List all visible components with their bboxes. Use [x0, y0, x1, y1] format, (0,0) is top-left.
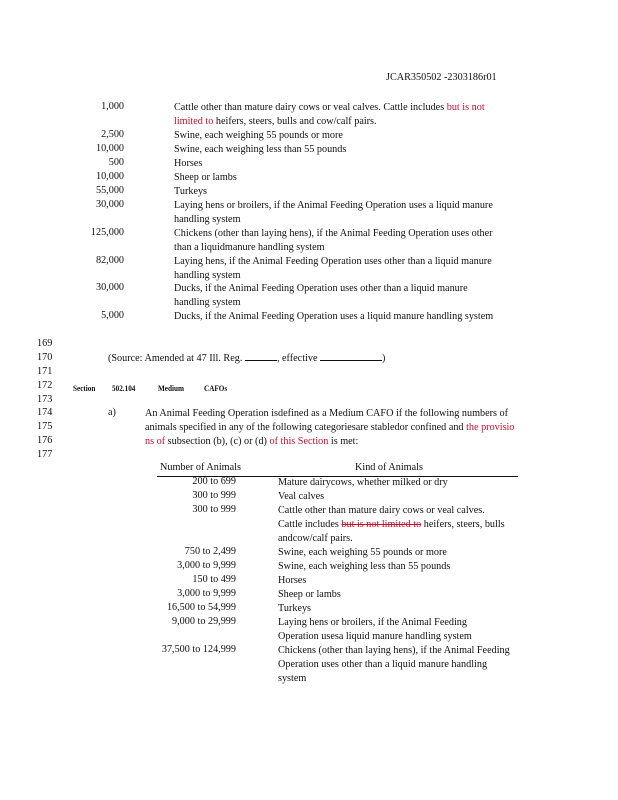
line-number: 171	[37, 366, 53, 377]
animal-kind: Horses	[278, 575, 307, 586]
source-note	[108, 352, 385, 366]
animal-range: 200 to 699	[192, 476, 236, 487]
section-title-2: CAFOs	[204, 384, 228, 393]
animal-kind-text: heifers, steers, bulls andcow/calf pairs.	[278, 518, 505, 544]
line-number: 176	[37, 435, 53, 446]
animal-kind: Sheep or lambs	[278, 589, 341, 600]
line-number: 169	[37, 338, 53, 349]
animal-count: 1,000	[101, 101, 124, 112]
inserted-text: of this Section	[269, 435, 329, 447]
animal-kind: Swine, each weighing 55 pounds or more	[278, 547, 447, 558]
animal-range: 300 to 999	[192, 490, 236, 501]
line-number: 175	[37, 421, 53, 432]
animal-count: 55,000	[95, 185, 124, 196]
animal-kind: Turkeys	[174, 186, 208, 197]
animal-kind: Mature dairycows, whether milked or dry	[278, 477, 448, 488]
animal-count: 2,500	[101, 129, 124, 140]
inserted-text: the provisio ns of	[145, 421, 515, 447]
paragraph-label: a)	[108, 407, 116, 418]
paragraph-text: is met:	[328, 435, 359, 447]
blank-register-number	[245, 360, 277, 361]
deleted-text: but is not limited to	[341, 518, 422, 530]
animal-kind: Sheep or lambs	[174, 172, 237, 183]
section-number: 502.104	[112, 384, 136, 393]
animal-kind: Horses	[174, 158, 203, 169]
animal-kind: Ducks, if the Animal Feeding Operation uses other than a liquid manure handling system	[174, 283, 468, 308]
animal-range: 750 to 2,499	[184, 546, 236, 557]
animal-range: 300 to 999	[192, 504, 236, 515]
animal-range: 3,000 to 9,999	[177, 560, 236, 571]
animal-kind	[278, 504, 510, 545]
animal-count: 30,000	[95, 199, 124, 210]
animal-range: 37,500 to 124,999	[161, 644, 236, 655]
animal-count: 125,000	[90, 227, 124, 238]
animal-count: 10,000	[95, 171, 124, 182]
document-id-header: JCAR350502 -2303186r01	[386, 72, 497, 83]
paragraph-text: An Animal Feeding Operation isdefined as a Medium CAFO if the following numbers of animals specified in any of the following categoriesare stabledor confined and	[145, 408, 509, 433]
animal-range: 9,000 to 29,999	[172, 616, 236, 627]
animal-kind-text: Cattle other than mature dairy cows or veal calves. Cattle includes	[278, 505, 485, 530]
line-number: 173	[37, 394, 53, 405]
column-header-number: Number of Animals	[160, 462, 241, 473]
source-text: )	[382, 353, 386, 364]
animal-count: 5,000	[101, 310, 124, 321]
animal-count: 10,000	[95, 143, 124, 154]
blank-effective-date	[320, 360, 382, 361]
column-header-kind: Kind of Animals	[355, 462, 423, 473]
animal-range: 150 to 499	[192, 574, 236, 585]
line-number: 170	[37, 352, 53, 363]
section-label: Section	[73, 384, 96, 393]
source-text: (Source: Amended at 47 Ill. Reg.	[108, 353, 245, 364]
animal-kind: Laying hens or broilers, if the Animal Feeding Operation usesa liquid manure handling system	[278, 617, 472, 642]
animal-kind: Swine, each weighing less than 55 pounds	[278, 561, 451, 572]
animal-count: 30,000	[95, 282, 124, 293]
animal-kind	[174, 101, 504, 129]
animal-count: 82,000	[95, 255, 124, 266]
line-number: 174	[37, 407, 53, 418]
section-title: Medium	[158, 384, 185, 393]
animal-kind: Veal calves	[278, 491, 325, 502]
animal-kind: Turkeys	[278, 603, 312, 614]
animal-kind: Ducks, if the Animal Feeding Operation uses a liquid manure handling system	[174, 311, 494, 322]
line-number: 177	[37, 449, 53, 460]
inserted-text: but is not limited to	[174, 102, 485, 127]
animal-range: 16,500 to 54,999	[166, 602, 236, 613]
line-number: 172	[37, 380, 53, 391]
animal-kind: Chickens (other than laying hens), if the Animal Feeding Operation uses other than a liquidmanure handling system	[174, 228, 493, 253]
source-text: , effective	[276, 353, 321, 364]
animal-range: 3,000 to 9,999	[177, 588, 236, 599]
animal-kind-text: heifers, steers, bulls and cow/calf pairs.	[213, 115, 377, 127]
animal-kind: Laying hens or broilers, if the Animal Feeding Operation uses a liquid manure handling system	[174, 200, 493, 225]
animal-kind: Swine, each weighing less than 55 pounds	[174, 144, 347, 155]
animal-kind-text: Cattle other than mature dairy cows or veal calves. Cattle includes	[174, 102, 447, 113]
animal-kind: Laying hens, if the Animal Feeding Operation uses other than a liquid manure handling system	[174, 256, 492, 281]
animal-count: 500	[108, 157, 124, 168]
paragraph-a	[145, 407, 515, 448]
paragraph-text: subsection (b), (c) or (d)	[165, 435, 270, 447]
animal-kind: Chickens (other than laying hens), if the Animal Feeding Operation uses other than a liquid manure handling system	[278, 645, 510, 684]
animal-kind: Swine, each weighing 55 pounds or more	[174, 130, 343, 141]
